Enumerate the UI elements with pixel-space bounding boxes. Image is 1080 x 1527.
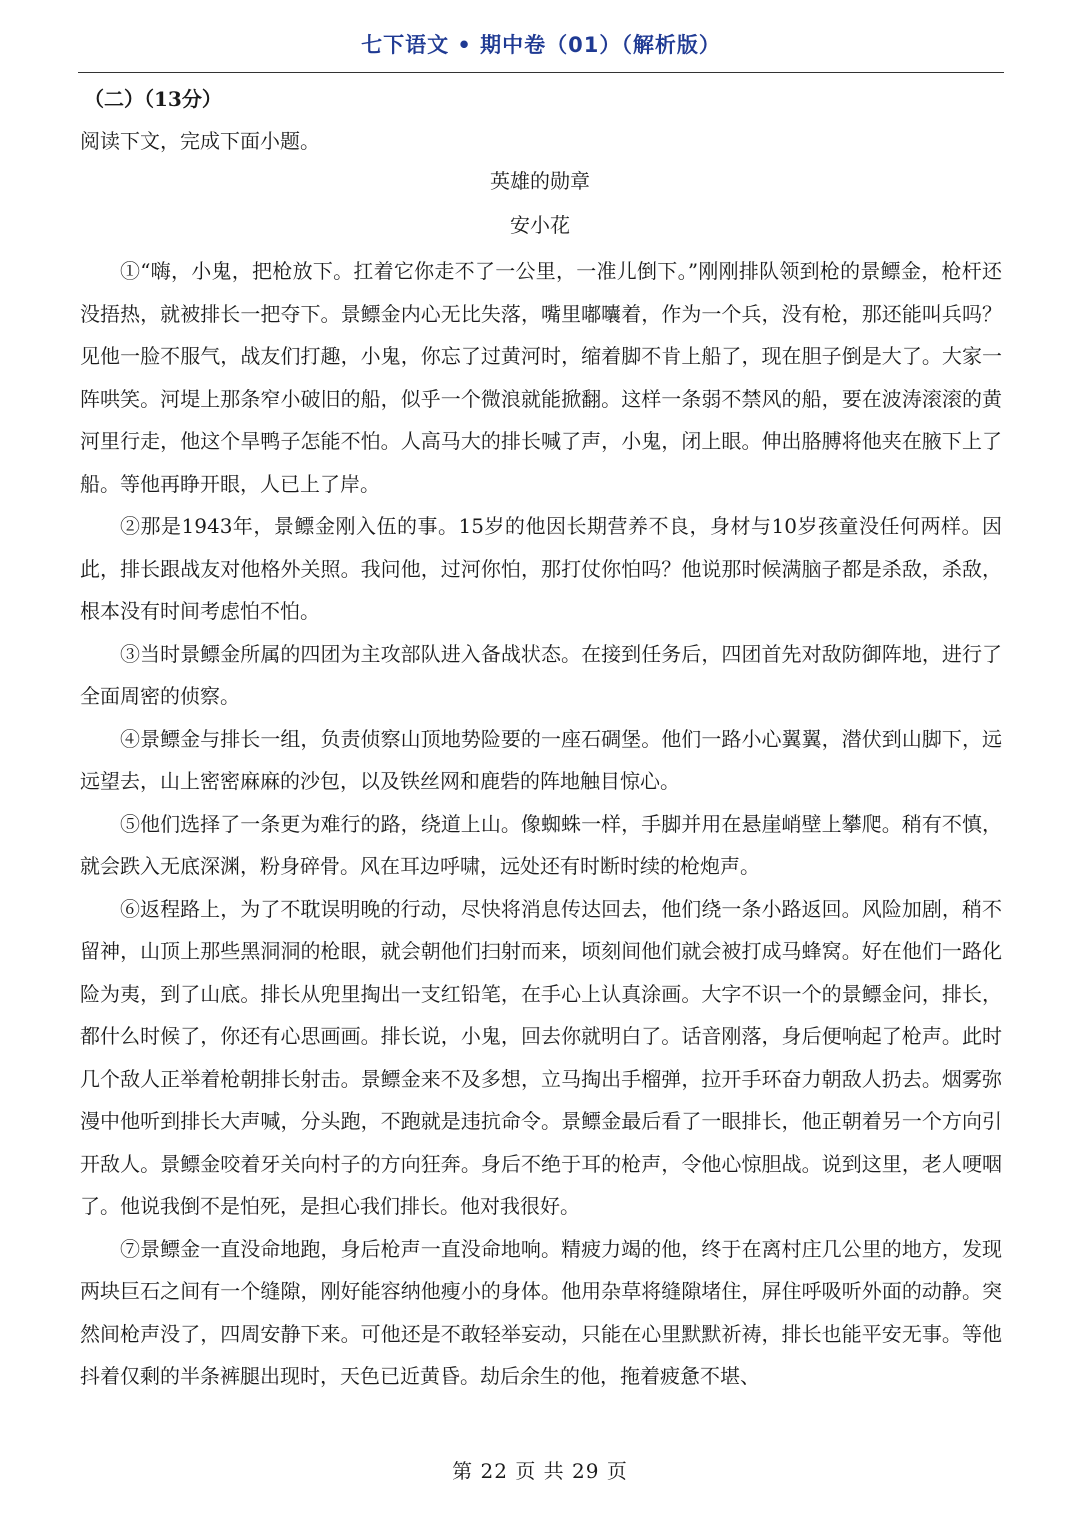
paragraph-3: ③当时景鳔金所属的四团为主攻部队进入备战状态。在接到任务后，四团首先对敌防御阵地，进行了全面周密的侦察。: [80, 641, 1002, 708]
paragraph-6: ⑥返程路上，为了不耽误明晚的行动，尽快将消息传达回去，他们绕一条小路返回。风险加剧，稍不留神，山顶上那些黑洞洞的枪眼，就会朝他们扫射而来，顷刻间他们就会被打成马蜂窝。好在他们一路化险为夷，到了山底。排长从兜里掏出一支红铅笔，在手心上认真涂画。大字不识一个的景鳔金问，排长，都什么时候了，你还有心思画画。排长说，小鬼，回去你就明白了。话音刚落，身后便响起了枪声。此时几个敌人正举着枪朝排长射击。景鳔金来不及多想，立马掏出手榴弹，拉开手环奋力朝敌人扔去。烟雾弥漫中他听到排长大声喊，分头跑，不跑就是违抗命令。景鳔金最后看了一眼排长，他正朝着另一个方向引开敌人。景鳔金咬着牙关向村子的方向狂奔。身后不绝于耳的枪声，令他心惊胆战。说到这里，老人哽咽了。他说我倒不是怕死，是担心我们排长。他对我很好。: [80, 896, 1002, 1218]
page-header: [78, 26, 1004, 73]
article-body: [80, 250, 1002, 1398]
paragraph-1: ①“嗨，小鬼，把枪放下。扛着它你走不了一公里，一准儿倒下。”刚刚排队领到枪的景鳔金，枪杆还没捂热，就被排长一把夺下。景鳔金内心无比失落，嘴里嘟囔着，作为一个兵，没有枪，那还能叫兵吗？见他一脸不服气，战友们打趣，小鬼，你忘了过黄河时，缩着脚不肯上船了，现在胆子倒是大了。大家一阵哄笑。河堤上那条窄小破旧的船，似乎一个微浪就能掀翻。这样一条弱不禁风的船，要在波涛滚滚的黄河里行走，他这个旱鸭子怎能不怕。人高马大的排长喊了声，小鬼，闭上眼。伸出胳膊将他夹在腋下上了船。等他再睁开眼，人已上了岸。: [80, 259, 1002, 496]
instruction-text: 阅读下文，完成下面小题。: [80, 129, 320, 153]
paragraph-7: ⑦景鳔金一直没命地跑，身后枪声一直没命地响。精疲力竭的他，终于在离村庄几公里的地方，发现两块巨石之间有一个缝隙，刚好能容纳他瘦小的身体。他用杂草将缝隙堵住，屏住呼吸听外面的动静。突然间枪声没了，四周安静下来。可他还是不敢轻举妄动，只能在心里默默祈祷，排长也能平安无事。等他抖着仅剩的半条裤腿出现时，天色已近黄昏。劫后余生的他，拖着疲惫不堪、: [80, 1236, 1002, 1388]
section-label: （二）（13分）: [84, 87, 222, 111]
article-title: 英雄的勋章: [490, 169, 590, 193]
page-footer: 第 22 页 共 29 页: [452, 1459, 628, 1483]
article-author: 安小花: [510, 213, 570, 237]
paragraph-5: ⑤他们选择了一条更为难行的路，绕道上山。像蜘蛛一样，手脚并用在悬崖峭壁上攀爬。稍有不慎，就会跌入无底深渊，粉身碎骨。风在耳边呼啸，远处还有时断时续的枪炮声。: [80, 811, 1002, 878]
header-title: 七下语文 • 期中卷（01）（解析版）: [361, 33, 721, 57]
paragraph-4: ④景鳔金与排长一组，负责侦察山顶地势险要的一座石碉堡。他们一路小心翼翼，潜伏到山脚下，远远望去，山上密密麻麻的沙包，以及铁丝网和鹿砦的阵地触目惊心。: [80, 726, 1002, 793]
paragraph-2: ②那是1943年，景鳔金刚入伍的事。15岁的他因长期营养不良，身材与10岁孩童没任何两样。因此，排长跟战友对他格外关照。我问他，过河你怕，那打仗你怕吗？他说那时候满脑子都是杀敌，杀敌，根本没有时间考虑怕不怕。: [80, 514, 1002, 623]
